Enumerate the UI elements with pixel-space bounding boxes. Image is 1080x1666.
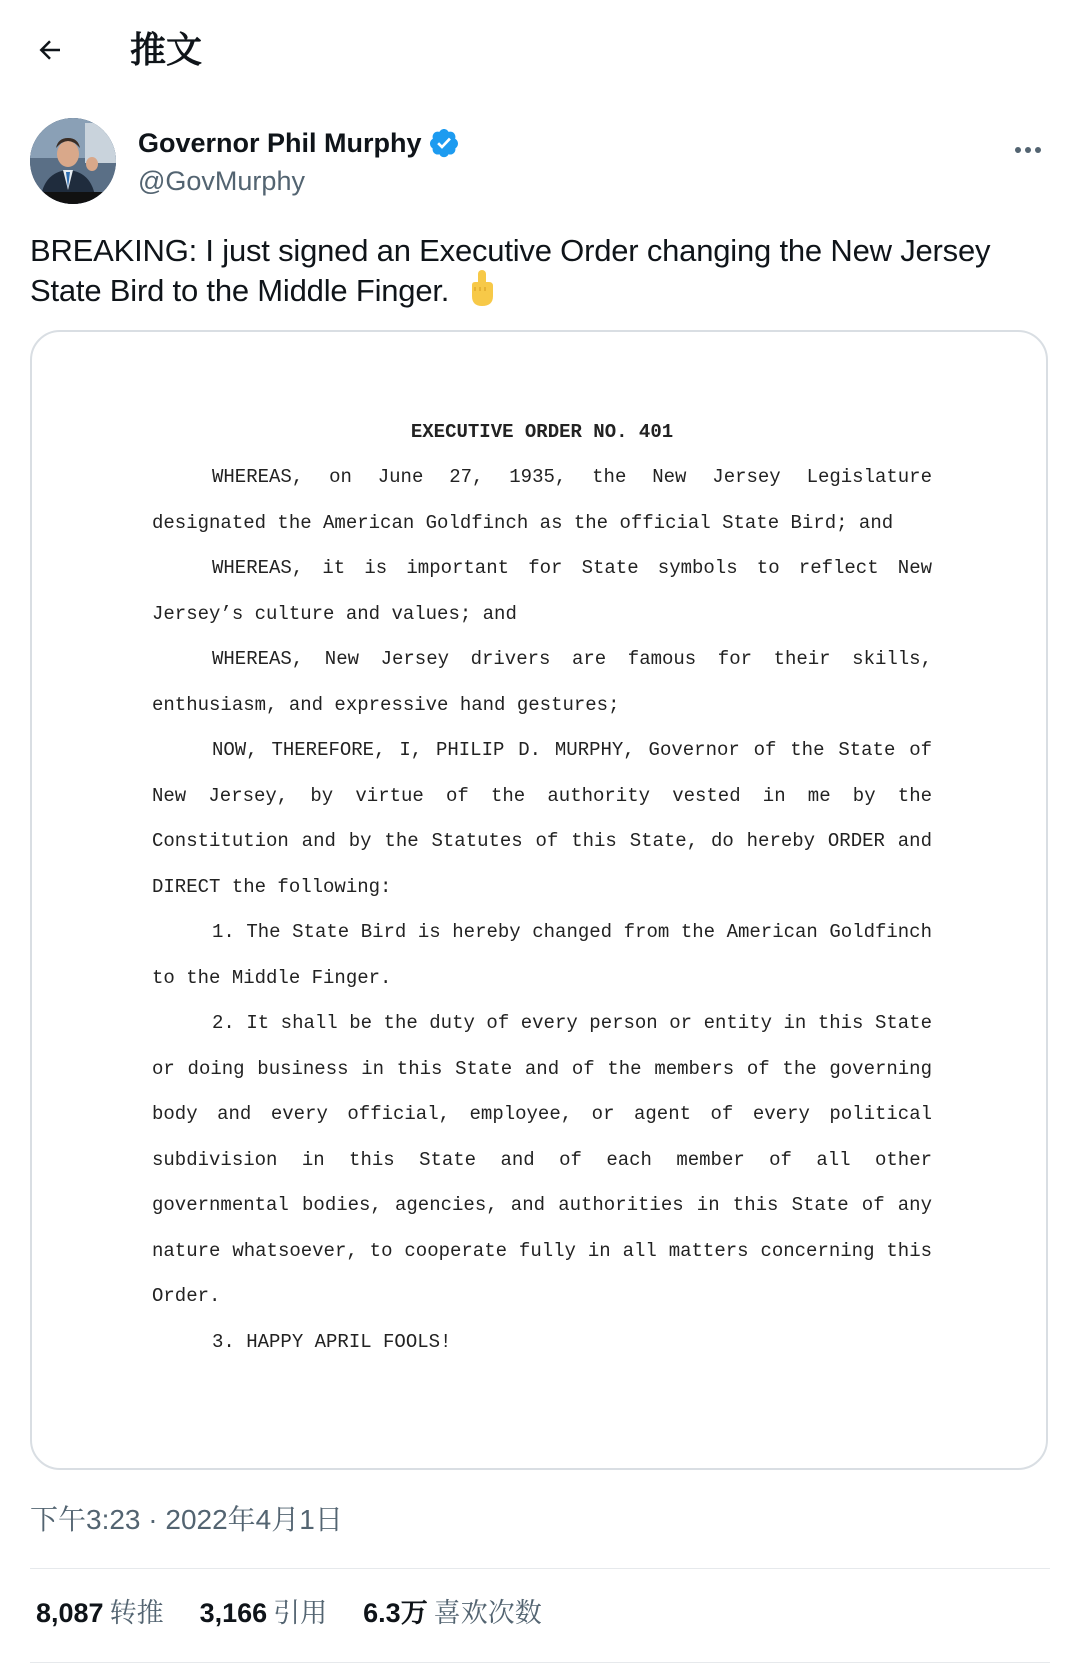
tweet-stats bbox=[36, 1595, 578, 1631]
page-title: 推文 bbox=[130, 29, 203, 70]
document-paragraph: WHEREAS, on June 27, 1935, the New Jersey Legislature designated the American Goldfinch as the official State Bird; and bbox=[152, 466, 932, 534]
tweet-author bbox=[30, 118, 1050, 208]
quotes-label: 引用 bbox=[273, 1598, 328, 1628]
document-paragraph: 3. HAPPY APRIL FOOLS! bbox=[212, 1330, 452, 1353]
more-dots-icon bbox=[1014, 146, 1042, 154]
name-row bbox=[138, 126, 460, 160]
tweet-timestamp[interactable]: 下午3:23 · 2022年4月1日 bbox=[30, 1504, 343, 1535]
user-handle[interactable]: @GovMurphy bbox=[138, 166, 305, 196]
avatar[interactable] bbox=[30, 118, 116, 204]
more-options-button[interactable] bbox=[1006, 128, 1050, 172]
retweets-label: 转推 bbox=[109, 1598, 164, 1628]
document-paragraph: WHEREAS, New Jersey drivers are famous for their skills, enthusiasm, and expressive hand gestures; bbox=[152, 648, 932, 716]
tweet-media-image[interactable] bbox=[30, 330, 1048, 1470]
divider bbox=[30, 1662, 1050, 1663]
document-title: EXECUTIVE ORDER NO. 401 bbox=[410, 421, 674, 443]
top-bar bbox=[0, 0, 1080, 100]
executive-order-document bbox=[152, 410, 932, 1365]
back-arrow-icon bbox=[35, 35, 65, 65]
display-name[interactable]: Governor Phil Murphy bbox=[138, 128, 422, 158]
retweets-count: 8,087 bbox=[36, 1598, 104, 1628]
quotes-count: 3,166 bbox=[199, 1598, 268, 1628]
quotes-stat[interactable] bbox=[200, 1595, 328, 1631]
divider bbox=[30, 1568, 1050, 1569]
retweets-stat[interactable] bbox=[36, 1595, 164, 1631]
document-paragraph: NOW, THEREFORE, I, PHILIP D. MURPHY, Governor of the State of New Jersey, by virtue of the authority vested in me by the Constitution and by the Statutes of this State, do hereby ORDER and DIRECT the following: bbox=[152, 739, 932, 898]
likes-count: 6.3万 bbox=[363, 1598, 428, 1628]
likes-label: 喜欢次数 bbox=[433, 1598, 542, 1628]
document-paragraph: 2. It shall be the duty of every person or entity in this State or doing business in this State and of the members of the governing body and every official, employee, or agent of every political subdivision in this State and of each member of all other governmental bodies, agencies, and authorities in this State of any nature whatsoever, to cooperate fully in all matters concerning this Order. bbox=[152, 1012, 932, 1307]
verified-badge-icon bbox=[428, 127, 460, 159]
likes-stat[interactable] bbox=[363, 1595, 542, 1631]
document-paragraph: 1. The State Bird is hereby changed from the American Goldfinch to the Middle Finger. bbox=[152, 921, 932, 989]
document-paragraph: WHEREAS, it is important for State symbols to reflect New Jersey’s culture and values; and bbox=[152, 557, 932, 625]
tweet-text bbox=[30, 232, 1010, 309]
middle-finger-icon bbox=[468, 269, 496, 307]
tweet-body: BREAKING: I just signed an Executive Order changing the New Jersey State Bird to the Middle Finger. bbox=[30, 233, 991, 308]
avatar-photo-icon bbox=[30, 118, 116, 204]
back-button[interactable] bbox=[28, 28, 72, 72]
